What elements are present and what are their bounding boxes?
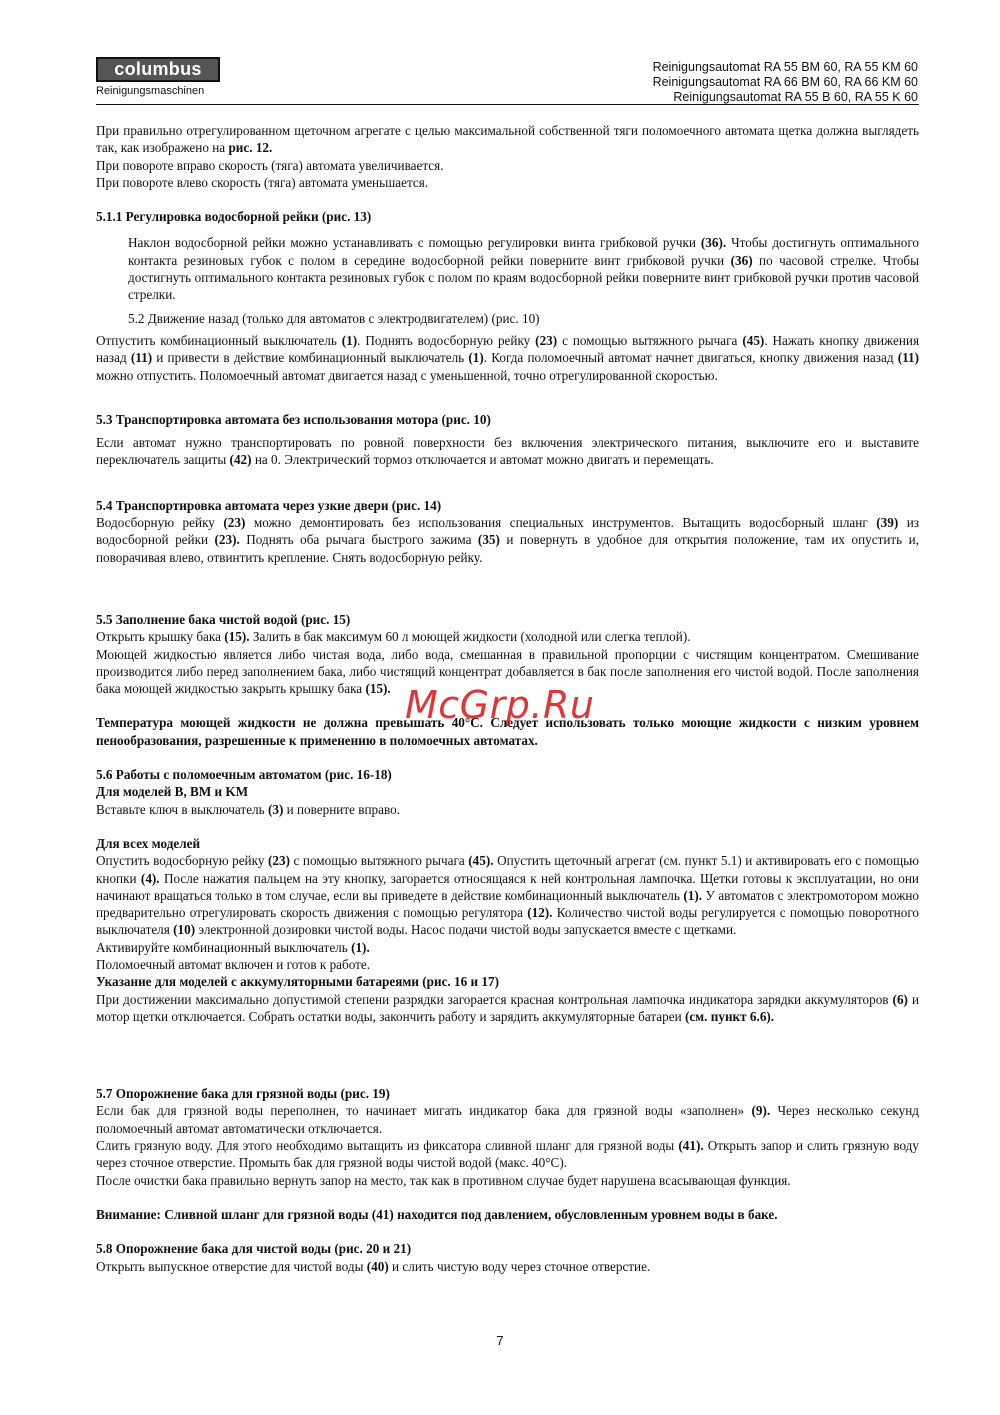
section-5-7-text-3: После очистки бака правильно вернуть запор на место, так как в противном случае будет нарушена всасывающая функция.	[96, 1172, 791, 1188]
section-5-3-title: 5.3 Транспортировка автомата без использования мотора (рис. 10)	[96, 411, 491, 427]
logo-wordmark: columbus	[96, 57, 220, 82]
section-5-5-text-2: Моющей жидкостью является либо чистая вода, либо вода, смешанная в правильной пропорции с чистящим концентратом. Смешивание производится либо перед заполнением бака, либо чистящий концентрат добавляется в бак после заполнения его чистой водой. После заполнения бака моющей жидкостью закрыть крышку бака (15).	[96, 646, 919, 697]
section-5-6-sub-all: Для всех моделей	[96, 835, 201, 851]
section-5-8-text: Открыть выпускное отверстие для чистой воды (40) и слить чистую воду через сточное отверстие.	[96, 1258, 651, 1274]
section-5-3-text: Если автомат нужно транспортировать по ровной поверхности без включения электрического питания, выключите его и выставите переключатель защиты (42) на 0. Электрический тормоз отключается и автомат можно двигать и перемещать.	[96, 435, 919, 468]
intro-right-turn: При повороте вправо скорость (тяга) автомата увеличивается.	[96, 157, 444, 173]
section-5-7-text-2: Слить грязную воду. Для этого необходимо вытащить из фиксатора сливной шланг для грязной воды (41). Открыть запор и слить грязную воду через сточное отверстие. Промыть бак для грязной воды чистой водой (макс. 40°C).	[96, 1138, 919, 1171]
section-5-6-sub-models: Для моделей B, BM и KM	[96, 784, 249, 800]
section-5-1-1-text: Наклон водосборной рейки можно устанавливать с помощью регулировки винта грибковой ручки (36). Чтобы достигнуть оптимального контакта резиновых губок с полом в середине водосборной рейки поверните винт грибковой ручки (36) по часовой стрелке. Чтобы достигнуть оптимального контакта резиновых губок с полом по краям водосборной рейки поверните винт грибковой ручки против часовой стрелки.	[128, 235, 919, 303]
section-5-6-sub-battery: Указание для моделей с аккумуляторными батареями (рис. 16 и 17)	[96, 974, 499, 990]
section-5-1-1-title: 5.1.1 Регулировка водосборной рейки (рис. 13)	[96, 209, 372, 225]
section-5-5-warning: Температура моющей жидкости не должна превышать 40°C. Следует использовать только моющие жидкости с низким уровнем пенообразования, разрешенные к применению в поломоечных автоматах.	[96, 715, 919, 748]
section-5-5-title: 5.5 Заполнение бака чистой водой (рис. 15)	[96, 611, 351, 627]
section-5-4-text: Водосборную рейку (23) можно демонтировать без использования специальных инструментов. Вытащить водосборный шланг (39) из водосборной рейки (23). Поднять оба рычага быстрого зажима (35) и повернуть в удобное для открытия положение, там их опустить и, поворачивая влево, отвинтить крепление. Снять водосборную рейку.	[96, 515, 920, 565]
section-5-6-ready: Поломоечный автомат включен и готов к работе.	[96, 956, 371, 972]
intro-left-turn: При повороте влево скорость (тяга) автомата уменьшается.	[96, 174, 429, 190]
section-5-5-text-1: Открыть крышку бака (15). Залить в бак максимум 60 л моющей жидкости (холодной или слегка теплой).	[96, 629, 691, 645]
section-5-6-title: 5.6 Работы с поломоечным автоматом (рис. 16-18)	[96, 767, 392, 783]
header-model-line: Reinigungsautomat RA 55 B 60, RA 55 K 60	[673, 90, 918, 104]
header-models	[653, 60, 918, 105]
header-model-line: Reinigungsautomat RA 66 BM 60, RA 66 KM 60	[652, 75, 918, 89]
section-5-6-activate: Активируйте комбинационный выключатель (1).	[96, 939, 370, 955]
header-divider	[96, 104, 919, 105]
logo-subtitle: Reinigungsmaschinen	[96, 85, 205, 97]
section-5-2-text: Отпустить комбинационный выключатель (1). Поднять водосборную рейку (23) с помощью вытяжного рычага (45). Нажать кнопку движения назад (11) и привести в действие комбинационный выключатель (1). Когда поломоечный автомат начнет двигаться, кнопку движения назад (11) можно отпустить. Поломоечный автомат двигается назад с уменьшенной, точно отрегулированной скоростью.	[96, 332, 920, 383]
section-5-8-title: 5.8 Опорожнение бака для чистой воды (рис. 20 и 21)	[96, 1241, 412, 1257]
columbus-logo	[96, 57, 220, 97]
section-5-7-text-1: Если бак для грязной воды переполнен, то начинает мигать индикатор бака для грязной воды «заполнен» (9). Через несколько секунд поломоечный автомат автоматически отключается.	[96, 1103, 919, 1136]
section-5-7-title: 5.7 Опорожнение бака для грязной воды (рис. 19)	[96, 1086, 390, 1102]
section-5-7-warning: Внимание: Сливной шланг для грязной воды (41) находится под давлением, обусловленным уровнем воды в баке.	[96, 1206, 778, 1222]
section-5-6-key-text: Вставьте ключ в выключатель (3) и поверните вправо.	[96, 801, 401, 817]
section-5-4-title: 5.4 Транспортировка автомата через узкие двери (рис. 14)	[96, 497, 442, 513]
section-5-2-title: 5.2 Движение назад (только для автоматов с электродвигателем) (рис. 10)	[128, 310, 540, 326]
intro-paragraph: При правильно отрегулированном щеточном агрегате с целью максимальной собственной тяги поломоечного автомата щетка должна выглядеть так, как изображено на рис. 12.	[96, 123, 919, 156]
watermark: McGrp.Ru	[405, 683, 595, 727]
header-model-line: Reinigungsautomat RA 55 BM 60, RA 55 KM 60	[652, 60, 918, 74]
section-5-6-operation-text: Опустить водосборную рейку (23) с помощью вытяжного рычага (45). Опустить щеточный агрегат (см. пункт 5.1) и активировать его с помощью кнопки (4). После нажатия пальцем на эту кнопку, загорается относящаяся к ней контрольная лампочка. Щетки готовы к эксплуатации, но они начинают вращаться только в том случае, если вы приведете в действие комбинационный выключатель (1). У автоматов с электромотором можно предварительно отрегулировать скорость движения с помощью регулятора (12). Количество чистой воды регулируется с помощью поворотного выключателя (10) электронной дозировки чистой воды. Насос подачи чистой воды запускается вместе с щетками.	[96, 853, 920, 938]
page-number: 7	[496, 1333, 504, 1348]
section-5-6-battery-text: При достижении максимально допустимой степени разрядки загорается красная контрольная лампочка индикатора зарядки аккумуляторов (6) и мотор щетки отключается. Собрать остатки воды, закончить работу и зарядить аккумуляторные батареи (см. пункт 6.6).	[96, 991, 919, 1024]
